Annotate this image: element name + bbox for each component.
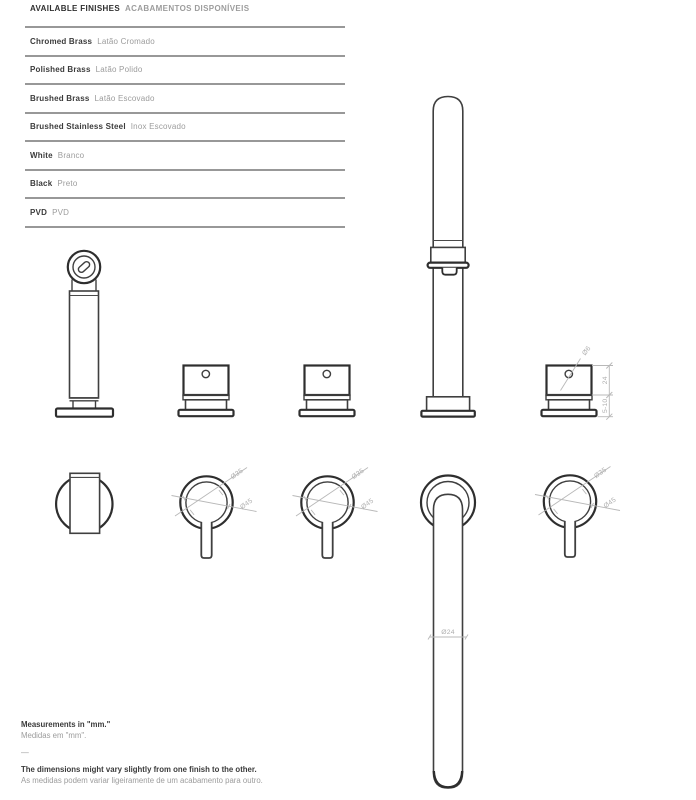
finishes-title-pt: ACABAMENTOS DISPONÍVEIS xyxy=(125,4,250,13)
figure-spout-side-view xyxy=(421,97,474,417)
finish-name-pt: Latão Escovado xyxy=(94,93,155,103)
measurements-note-en: Measurements in "mm." xyxy=(21,720,111,729)
figure-spout-top-view xyxy=(421,476,475,789)
figure-handle-side-view-1 xyxy=(179,366,234,417)
finish-name-pt: Latão Polido xyxy=(95,65,143,75)
finishes-title-en: AVAILABLE FINISHES xyxy=(30,4,121,13)
figure-handle-side-view-dimensioned xyxy=(542,366,597,417)
finish-name-pt: Latão Cromado xyxy=(97,36,155,46)
dim-label-inner-diameter: Ø35 xyxy=(350,467,366,481)
finish-name-en: Brushed Stainless Steel xyxy=(30,122,126,132)
dim-label-handle-base-height: 5-10 xyxy=(601,398,609,414)
finish-name-en: White xyxy=(30,150,53,160)
finish-name-pt: Inox Escovado xyxy=(130,122,186,132)
footer-separator: — xyxy=(21,748,29,757)
finish-name-pt: Preto xyxy=(57,179,78,189)
dim-label-handle-hole-diameter: Ø6 xyxy=(581,345,593,357)
figure-handle-side-view-2 xyxy=(300,366,355,417)
measurements-note-pt: Medidas em "mm". xyxy=(21,731,87,740)
finish-name-en: Brushed Brass xyxy=(30,93,90,103)
figure-handle-top-view-3 xyxy=(535,467,620,558)
dim-label-handle-body-height: 24 xyxy=(601,376,609,385)
figure-knob-column-side-view xyxy=(56,251,113,417)
dim-label-inner-diameter: Ø35 xyxy=(229,467,245,481)
finish-name-pt: PVD xyxy=(52,207,70,217)
dim-label-outer-diameter: Ø45 xyxy=(239,497,255,511)
figure-handle-top-view-2 xyxy=(293,468,378,559)
finish-name-en: Polished Brass xyxy=(30,65,91,75)
figure-knob-column-top-view xyxy=(56,473,112,533)
figure-handle-top-view-1 xyxy=(172,468,257,559)
dim-label-spout-diameter: Ø24 xyxy=(441,629,455,636)
footer-notes xyxy=(21,719,263,786)
dim-label-outer-diameter: Ø45 xyxy=(360,497,376,511)
finish-name-en: PVD xyxy=(30,207,48,217)
finish-name-en: Chromed Brass xyxy=(30,36,93,46)
finish-name-en: Black xyxy=(30,179,53,189)
finish-name-pt: Branco xyxy=(57,150,85,160)
dim-label-outer-diameter: Ø45 xyxy=(602,496,618,510)
variation-note-pt: As medidas podem variar ligeiramente de um acabamento para outro. xyxy=(21,776,263,785)
variation-note-en: The dimensions might vary slightly from one finish to the other. xyxy=(21,765,257,774)
dim-label-inner-diameter: Ø35 xyxy=(593,466,609,480)
